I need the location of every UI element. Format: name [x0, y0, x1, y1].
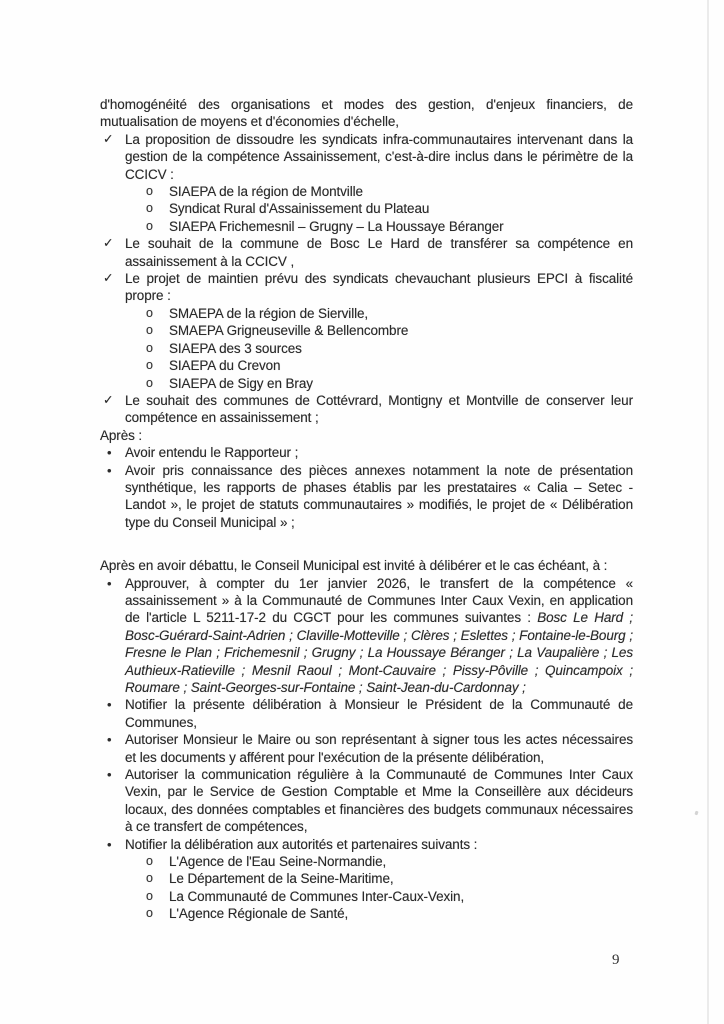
- bullet-icon: •: [107, 445, 112, 461]
- bullet-item: [100, 836, 633, 853]
- sub-item-text: SIAEPA Frichemesnil – Grugny – La Houssaye Béranger: [169, 218, 504, 234]
- sub-list-item: [146, 853, 633, 870]
- bullet-item-text: Autoriser Monsieur le Maire ou son représentant à signer tous les actes nécessaires et les documents y afférent pour l'exécution de la présente délibération,: [125, 732, 633, 765]
- sub-item-text: Syndicat Rural d'Assainissement du Plateau: [169, 201, 430, 217]
- checkmark-icon: ✓: [103, 131, 114, 146]
- bullet-icon: •: [107, 575, 112, 591]
- sub-list-item: [146, 357, 633, 374]
- page-number: 9: [612, 952, 620, 968]
- bullet-item-text-normal: Approuver, à compter du 1er janvier 2026, le transfert de la compétence « assainissement » à la Communauté de Communes Inter Caux Vexin, en application de l'article L 5211-17-2 du CGCT pour les communes suivantes :: [125, 575, 633, 626]
- circle-bullet-icon: o: [146, 358, 153, 373]
- check-item: [100, 131, 633, 183]
- scan-edge-line: [707, 0, 709, 1024]
- bullet-item: [100, 766, 633, 836]
- check-item: [100, 235, 633, 270]
- sub-list-item: [146, 305, 633, 322]
- circle-bullet-icon: o: [146, 323, 153, 338]
- circle-bullet-icon: o: [146, 201, 153, 216]
- sub-item-text: La Communauté de Communes Inter-Caux-Vexin,: [169, 888, 465, 904]
- circle-bullet-icon: o: [146, 375, 153, 390]
- bullet-item-text: Avoir entendu le Rapporteur ;: [125, 445, 299, 461]
- checkmark-icon: ✓: [103, 392, 114, 407]
- sub-item-text: SMAEPA de la région de Sierville,: [169, 305, 369, 321]
- sub-item-text: SIAEPA des 3 sources: [169, 340, 302, 356]
- circle-bullet-icon: o: [146, 305, 153, 320]
- sub-list-item: [146, 322, 633, 339]
- check-item-text: Le souhait des communes de Cottévrard, Montigny et Montville de conserver leur compétence en assainissement ;: [125, 392, 633, 426]
- bullet-icon: •: [107, 767, 112, 783]
- check-item: [100, 270, 633, 305]
- check-item-text: Le projet de maintien prévu des syndicats chevauchant plusieurs EPCI à fiscalité propre :: [125, 271, 633, 304]
- sub-item-text: L'Agence de l'Eau Seine-Normandie,: [169, 854, 387, 870]
- circle-bullet-icon: o: [146, 854, 153, 869]
- sub-item-text: SIAEPA de la région de Montville: [169, 184, 363, 200]
- bullet-icon: •: [107, 732, 112, 748]
- section-lead-apres: Après :: [100, 427, 143, 443]
- sub-item-text: L'Agence Régionale de Santé,: [169, 906, 349, 922]
- sub-list-item: [146, 340, 633, 357]
- circle-bullet-icon: o: [146, 218, 153, 233]
- circle-bullet-icon: o: [146, 184, 153, 199]
- circle-bullet-icon: o: [146, 871, 153, 886]
- paragraph-text: d'homogénéité des organisations et modes des gestion, d'enjeux financiers, de mutualisation de moyens et d'économies d'échelle,: [100, 97, 633, 130]
- bullet-item-text: Notifier la présente délibération à Monsieur le Président de la Communauté de Communes,: [125, 697, 633, 730]
- document-body: [100, 96, 633, 923]
- bullet-item: [100, 731, 633, 766]
- sub-item-text: SIAEPA de Sigy en Bray: [169, 375, 313, 391]
- circle-bullet-icon: o: [146, 340, 153, 355]
- sub-item-text: Le Département de la Seine-Maritime,: [169, 871, 394, 887]
- bullet-item: [100, 462, 633, 532]
- bullet-item-text: Avoir pris connaissance des pièces annexes notamment la note de présentation synthétique, les rapports de phases établis par les prestataires « Calia – Setec - Landot », le projet de statuts communautaires » modifiés, le projet de « Délibération type du Conseil Municipal » ;: [125, 462, 633, 530]
- bullet-item: [100, 444, 633, 461]
- sub-list-item: [146, 870, 633, 887]
- check-item-text: Le souhait de la commune de Bosc Le Hard de transférer sa compétence en assainissement à la CCICV ,: [125, 236, 633, 269]
- sub-item-text: SMAEPA Grigneuseville & Bellencombre: [169, 323, 409, 339]
- sub-list-item: [146, 218, 633, 235]
- sub-list-item: [146, 183, 633, 200]
- bullet-icon: •: [107, 462, 112, 478]
- paragraph-continuation: [100, 96, 633, 131]
- scan-artifact: [694, 811, 698, 816]
- check-item-text: La proposition de dissoudre les syndicats infra-communautaires intervenant dans la gestion de la compétence Assainissement, c'est-à-dire inclus dans le périmètre de la CCICV :: [125, 131, 633, 182]
- bullet-item-text: [125, 575, 633, 697]
- check-item: [100, 392, 633, 427]
- bullet-item-text: Autoriser la communication régulière à la Communauté de Communes Inter Caux Vexin, par le Service de Gestion Comptable et Mme la Conseillère aux décideurs locaux, des données comptables et financières des budgets communaux nécessaires à ce transfert de compétences,: [125, 767, 633, 835]
- sub-list-item: [146, 375, 633, 392]
- sub-list-item: [146, 888, 633, 905]
- bullet-item-text: Notifier la délibération aux autorités et partenaires suivants :: [125, 836, 478, 852]
- sub-item-text: SIAEPA du Crevon: [169, 358, 281, 374]
- circle-bullet-icon: o: [146, 888, 153, 903]
- sub-list-item: [146, 905, 633, 922]
- communes-list-italic: Bosc Le Hard ; Bosc-Guérard-Saint-Adrien ; Claville-Motteville ; Clères ; Eslettes ; Fontaine-le-Bourg ; Fresne le Plan ; Frichemesnil ; Grugny ; La Houssaye Béranger ; La Vaupalière ; Les Authieux-Ratieville ; Mesnil Raoul ; Mont-Cauvaire ; Pissy-Pôville ; Quincampoix ; Roumare ; Saint-Georges-sur-Fontaine ; Saint-Jean-du-Cardonnay ;: [125, 610, 633, 695]
- bullet-item: [100, 696, 633, 731]
- checkmark-icon: ✓: [103, 271, 114, 286]
- sub-list-item: [146, 200, 633, 217]
- checkmark-icon: ✓: [103, 236, 114, 251]
- bullet-item-approuver: [100, 575, 633, 697]
- section-lead-deliberation: Après en avoir débattu, le Conseil Municipal est invité à délibérer et le cas échéant, à :: [100, 558, 608, 574]
- bullet-icon: •: [107, 697, 112, 713]
- bullet-icon: •: [107, 836, 112, 852]
- circle-bullet-icon: o: [146, 906, 153, 921]
